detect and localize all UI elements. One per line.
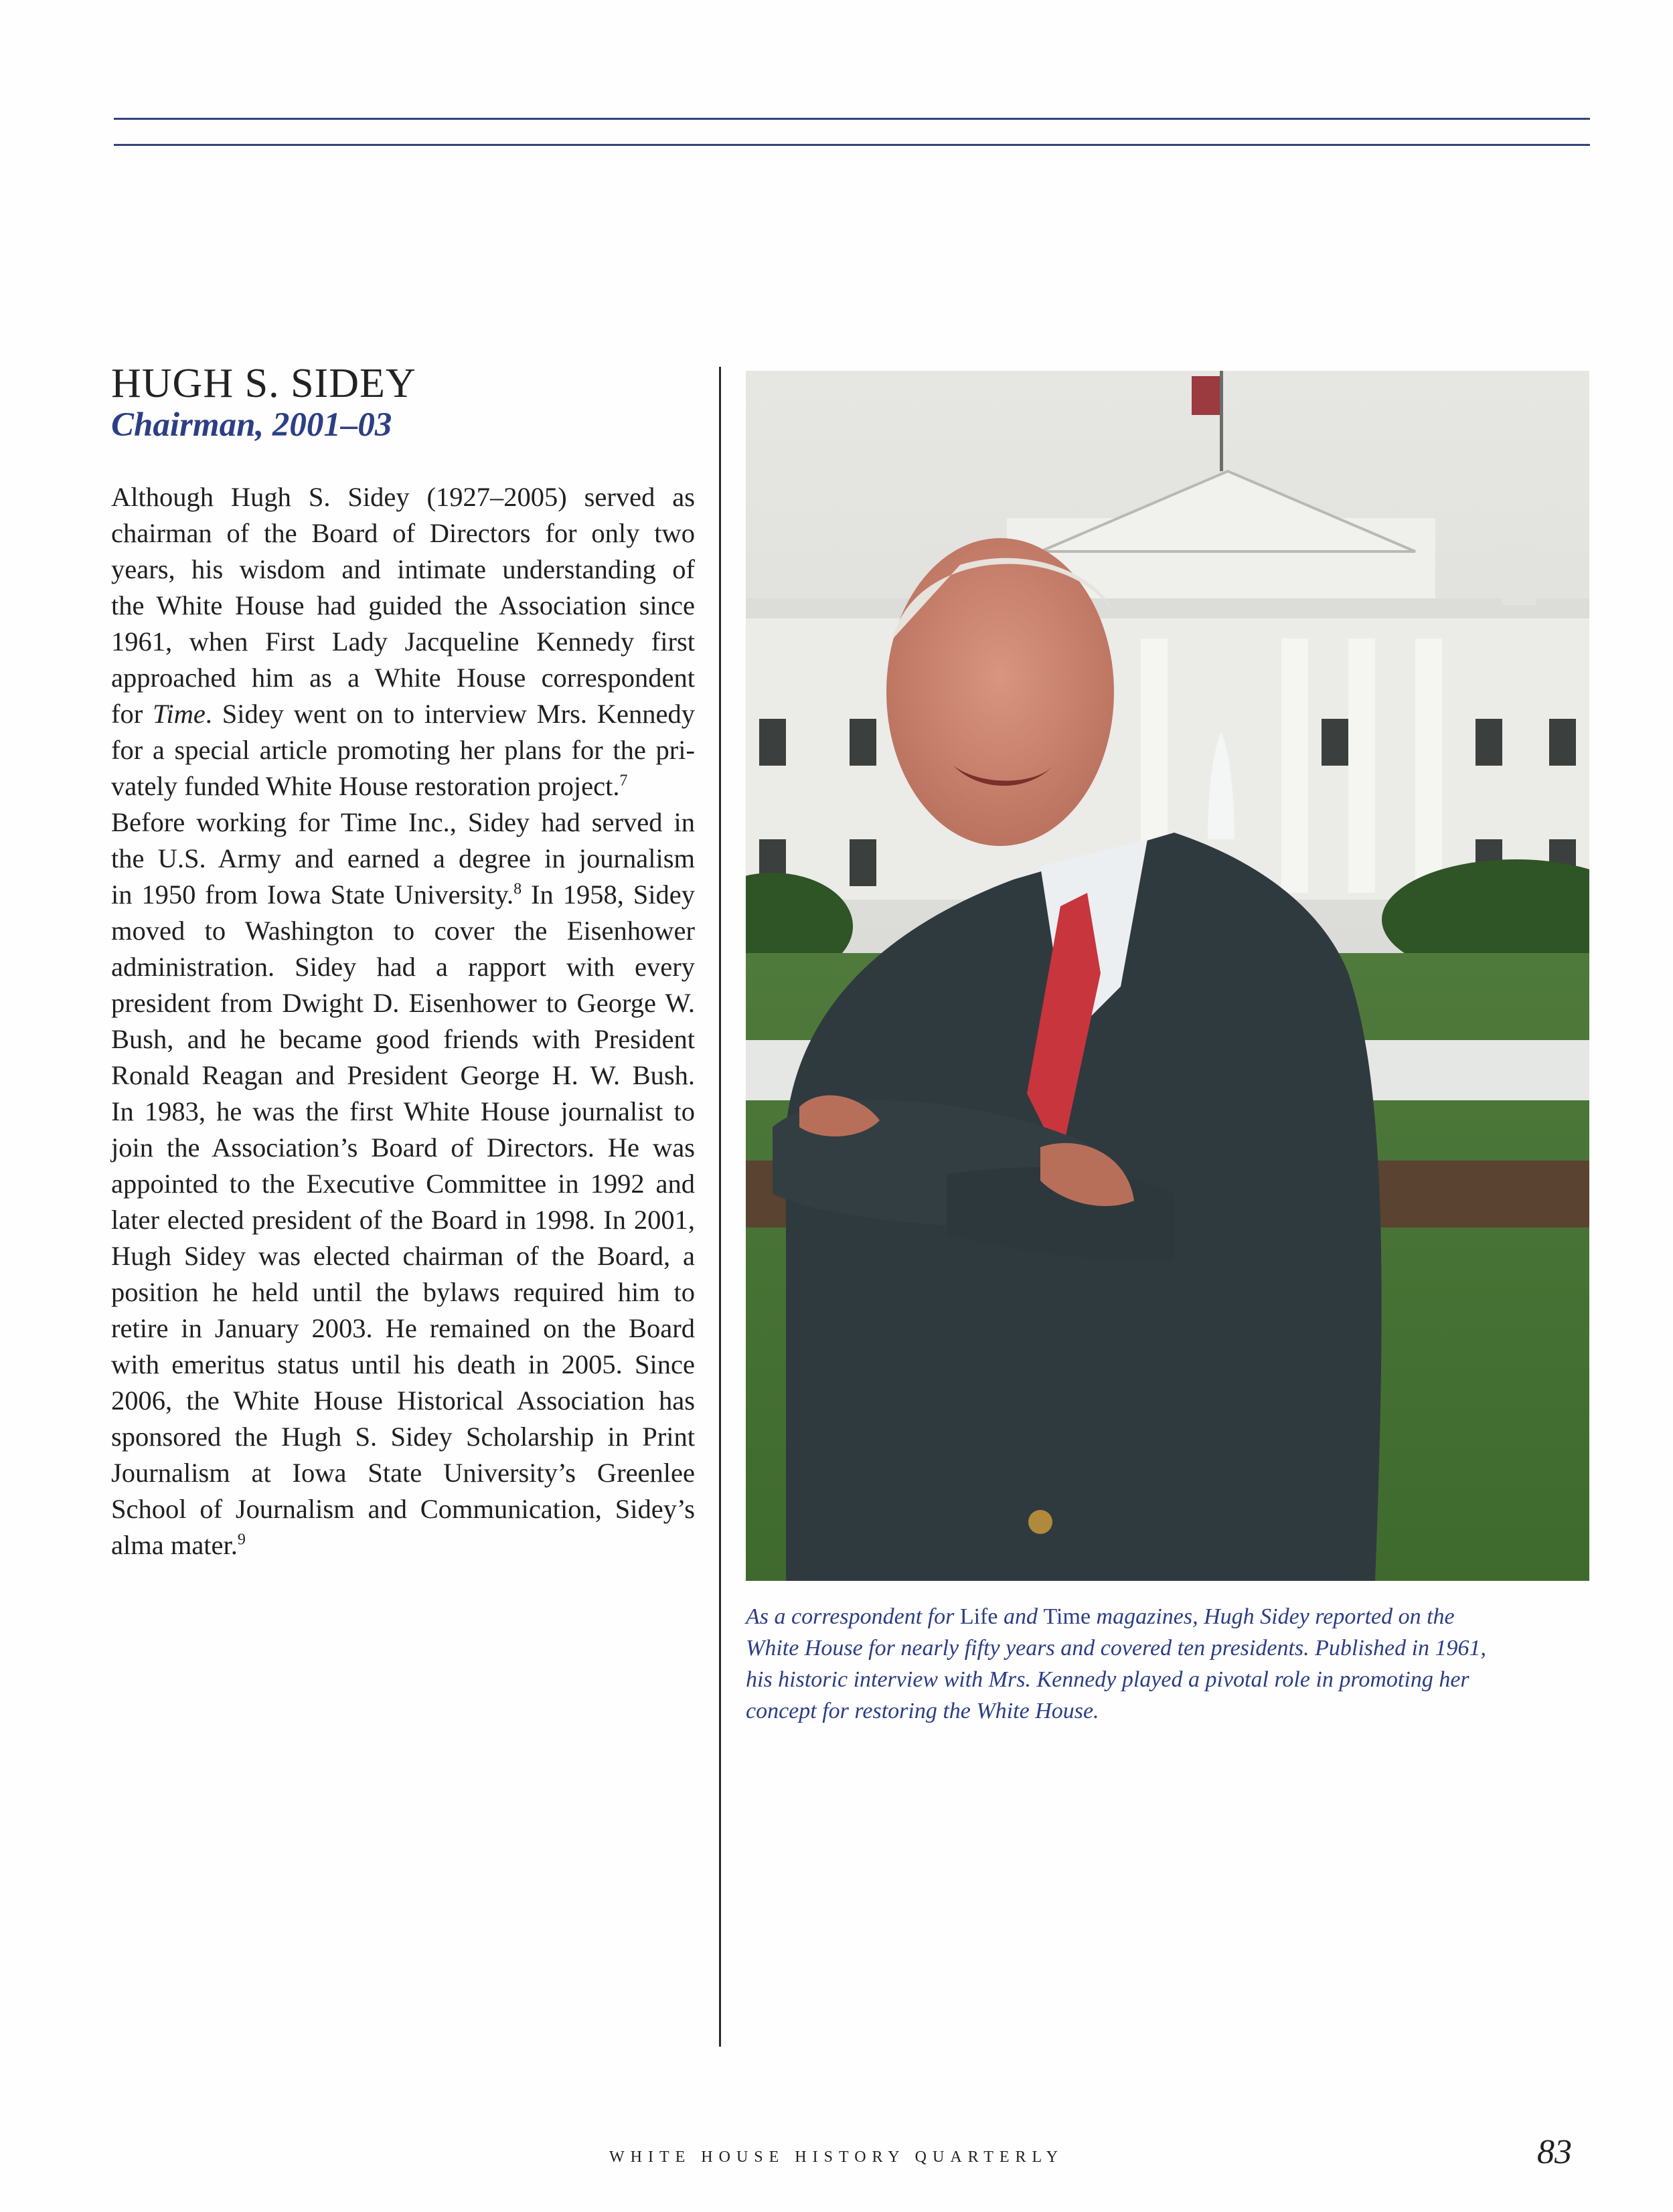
article-subtitle: Chairman, 2001–03 bbox=[111, 406, 392, 444]
magazine-title-time: Time bbox=[153, 699, 206, 729]
caption-text: As a correspondent for bbox=[746, 1604, 960, 1629]
body-line: later elected president of the Board in 1998. In 2001, bbox=[111, 1205, 695, 1235]
page-number: 83 bbox=[1537, 2133, 1572, 2171]
article-name: HUGH S. SIDEY bbox=[111, 361, 416, 406]
body-line: for a special article promoting her plans for the pri- bbox=[111, 735, 695, 765]
body-line: join the Association’s Board of Directors. He was bbox=[111, 1132, 695, 1163]
caption-line-2: White House for nearly fifty years and covered ten presidents. Published in 1961, bbox=[746, 1636, 1487, 1661]
magazine-title-life: Life bbox=[959, 1604, 998, 1629]
caption-line-4: concept for restoring the White House. bbox=[746, 1699, 1099, 1723]
body-line: the U.S. Army and earned a degree in journalism bbox=[111, 843, 695, 873]
footnote-ref-7: 7 bbox=[619, 772, 628, 790]
body-line: retire in January 2003. He remained on the Board bbox=[111, 1313, 695, 1343]
body-line: chairman of the Board of Directors for only two bbox=[111, 518, 695, 548]
body-line: In 1983, he was the first White House journalist to bbox=[111, 1096, 695, 1126]
body-text: . Sidey went on to interview Mrs. Kennedy bbox=[205, 699, 695, 729]
header-rule-bottom bbox=[114, 144, 1590, 146]
caption-text: and bbox=[998, 1604, 1044, 1629]
body-line: Before working for Time Inc., Sidey had served in bbox=[111, 807, 695, 837]
body-line-time bbox=[111, 696, 695, 732]
body-line: 2006, the White House Historical Association has bbox=[111, 1385, 695, 1416]
body-line: administration. Sidey had a rapport with every bbox=[111, 952, 695, 982]
caption-line-1 bbox=[746, 1601, 1589, 1632]
body-line: Journalism at Iowa State University’s Greenlee bbox=[111, 1458, 695, 1488]
body-text: in 1950 from Iowa State University. bbox=[111, 879, 514, 910]
body-line: Although Hugh S. Sidey (1927–2005) served as bbox=[111, 482, 695, 512]
body-text: In 1958, Sidey bbox=[522, 879, 695, 910]
body-line: moved to Washington to cover the Eisenhower bbox=[111, 916, 695, 946]
body-line: School of Journalism and Communication, Sidey’s bbox=[111, 1494, 695, 1524]
footer-publication: WHITE HOUSE HISTORY QUARTERLY bbox=[609, 2148, 1064, 2166]
body-text: vately funded White House restoration project. bbox=[111, 771, 620, 801]
body-line: Ronald Reagan and President George H. W. Bush. bbox=[111, 1060, 695, 1090]
footnote-ref-9: 9 bbox=[237, 1531, 246, 1549]
footnote-ref-8: 8 bbox=[513, 880, 522, 898]
body-line: appointed to the Executive Committee in 1992 and bbox=[111, 1169, 695, 1199]
body-line: approached him as a White House correspondent bbox=[111, 663, 695, 693]
body-text: alma mater. bbox=[111, 1530, 238, 1560]
body-line: Bush, and he became good friends with President bbox=[111, 1024, 695, 1054]
body-line: sponsored the Hugh S. Sidey Scholarship in Print bbox=[111, 1422, 695, 1452]
body-line-fn8 bbox=[111, 877, 695, 913]
header-rule-top bbox=[114, 118, 1590, 120]
body-line: position he held until the bylaws required him to bbox=[111, 1277, 695, 1307]
caption-line-3: his historic interview with Mrs. Kennedy played a pivotal role in promoting her bbox=[746, 1667, 1469, 1692]
body-line: 1961, when First Lady Jacqueline Kennedy first bbox=[111, 626, 695, 657]
body-line-fn7 bbox=[111, 768, 695, 804]
column-divider bbox=[719, 367, 721, 2047]
portrait-photo bbox=[746, 371, 1589, 1581]
caption-text: magazines, Hugh Sidey reported on the bbox=[1091, 1604, 1455, 1629]
magazine-title-time: Time bbox=[1043, 1604, 1091, 1629]
body-line: with emeritus status until his death in 2005. Since bbox=[111, 1349, 695, 1379]
body-line-fn9 bbox=[111, 1527, 695, 1563]
portrait-photo-illustration bbox=[746, 371, 1589, 1581]
photo-caption bbox=[746, 1601, 1589, 1727]
body-line: Hugh Sidey was elected chairman of the Board, a bbox=[111, 1241, 695, 1271]
article-body bbox=[111, 479, 695, 1563]
body-line: president from Dwight D. Eisenhower to George W. bbox=[111, 988, 695, 1018]
body-line: years, his wisdom and intimate understanding of bbox=[111, 554, 695, 584]
body-line: the White House had guided the Association since bbox=[111, 590, 695, 620]
body-text: for bbox=[111, 699, 153, 729]
